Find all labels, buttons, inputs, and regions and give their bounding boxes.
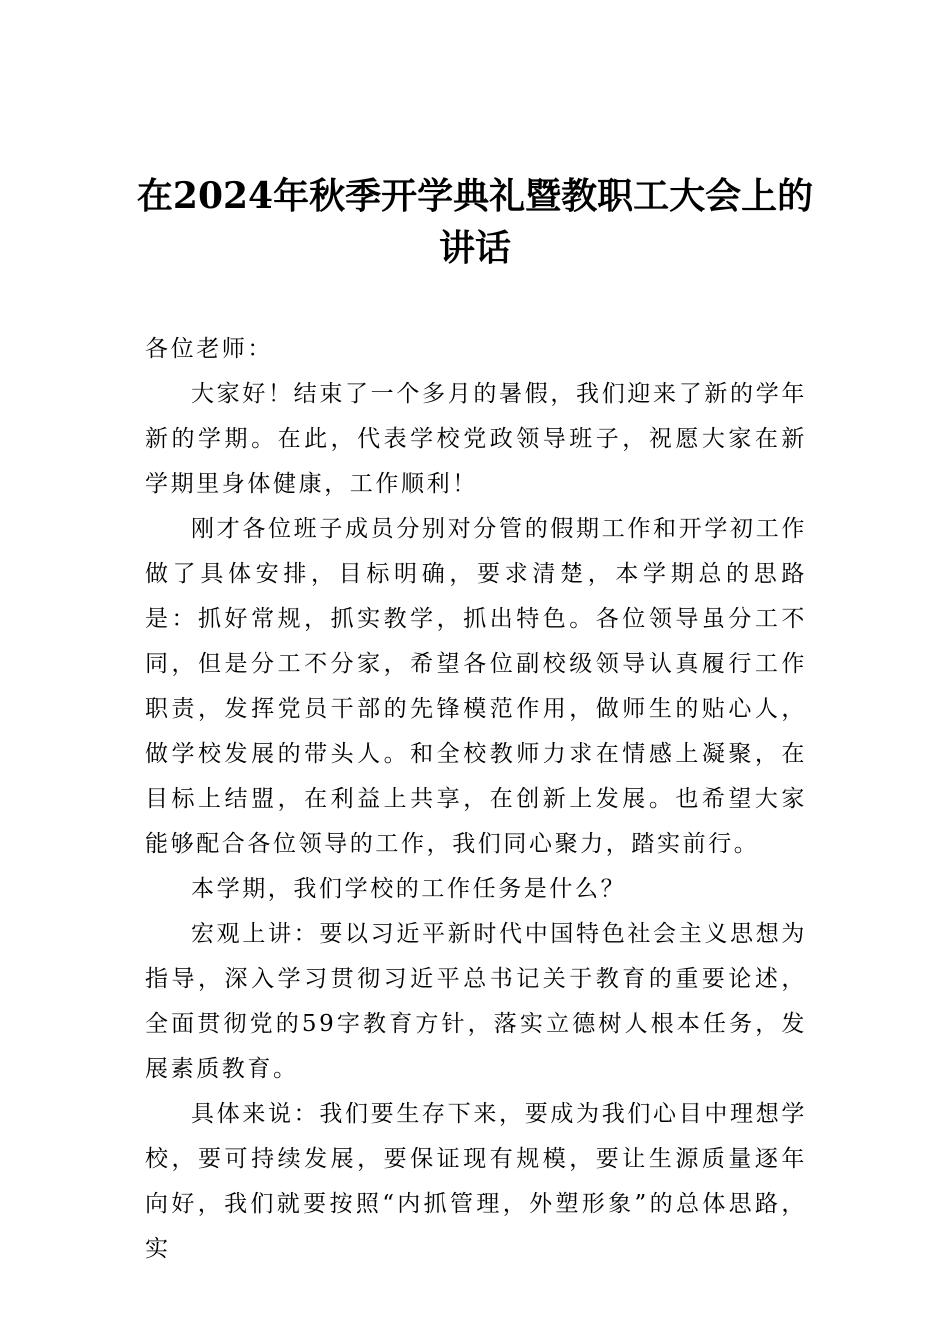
paragraph-specifics: 具体来说：我们要生存下来，要成为我们心目中理想学校，要可持续发展，要保证现有规模，要让生源质量逐年向好，我们就要按照“内抓管理，外塑形象”的总体思路，实 [145,1101,807,1262]
paragraph-greeting: 大家好！结束了一个多月的暑假，我们迎来了新的学年新的学期。在此，代表学校党政领导班子，祝愿大家在新学期里身体健康，工作顺利！ [145,381,807,497]
document-body [145,327,807,1272]
document-title: 在2024年秋季开学典礼暨教职工大会上的讲话 [136,175,814,269]
paragraph-macro-view: 宏观上讲：要以习近平新时代中国特色社会主义思想为指导，深入学习贯彻习近平总书记关于教育的重要论述，全面贯彻党的59字教育方针，落实立德树人根本任务，发展素质教育。 [145,921,807,1082]
paragraph-question: 本学期，我们学校的工作任务是什么？ [191,876,627,902]
paragraph-semester-plan: 刚才各位班子成员分别对分管的假期工作和开学初工作做了具体安排，目标明确，要求清楚，本学期总的思路是：抓好常规，抓实教学，抓出特色。各位领导虽分工不同，但是分工不分家，希望各位副校级领导认真履行工作职责，发挥党员干部的先锋模范作用，做师生的贴心人，做学校发展的带头人。和全校教师力求在情感上凝聚，在目标上结盟，在利益上共享，在创新上发展。也希望大家能够配合各位领导的工作，我们同心聚力，踏实前行。 [145,516,807,857]
salutation: 各位老师： [145,336,273,362]
